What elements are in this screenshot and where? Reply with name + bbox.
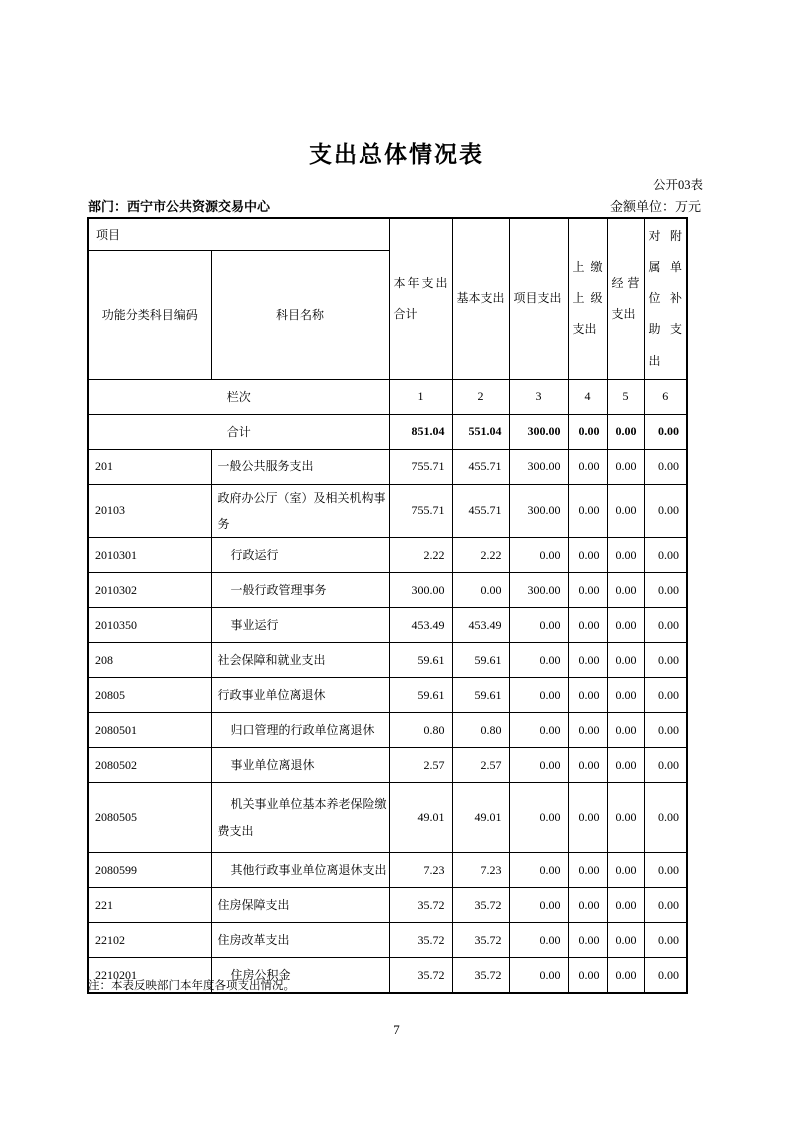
value-cell: 0.00	[607, 783, 644, 853]
value-cell: 0.00	[644, 923, 687, 958]
value-cell: 35.72	[452, 958, 509, 993]
lanci-value: 2	[452, 379, 509, 414]
value-cell: 300.00	[509, 484, 568, 538]
value-cell: 0.00	[644, 573, 687, 608]
value-cell: 0.00	[568, 958, 607, 993]
value-cell: 0.80	[389, 713, 452, 748]
value-cell: 0.00	[568, 449, 607, 484]
value-cell: 0.00	[607, 538, 644, 573]
name-cell: 政府办公厅（室）及相关机构事务	[211, 484, 389, 538]
code-cell: 22102	[88, 923, 211, 958]
header-row-project	[88, 218, 687, 250]
name-cell: 行政运行	[211, 538, 389, 573]
header-col-operating-expenditure: 经营支出	[607, 218, 644, 379]
value-cell: 35.72	[389, 888, 452, 923]
value-cell: 0.00	[568, 608, 607, 643]
table-row	[88, 923, 687, 958]
table-row	[88, 643, 687, 678]
table-row	[88, 449, 687, 484]
value-cell: 0.00	[644, 484, 687, 538]
value-cell: 0.00	[509, 748, 568, 783]
lanci-value: 5	[607, 379, 644, 414]
value-cell: 0.00	[568, 643, 607, 678]
name-cell: 住房保障支出	[211, 888, 389, 923]
value-cell: 0.00	[509, 923, 568, 958]
value-cell: 755.71	[389, 484, 452, 538]
value-cell: 300.00	[509, 573, 568, 608]
value-cell: 0.00	[568, 573, 607, 608]
value-cell: 0.00	[607, 573, 644, 608]
value-cell: 0.00	[568, 678, 607, 713]
value-cell: 2.57	[452, 748, 509, 783]
value-cell: 0.00	[607, 608, 644, 643]
code-cell: 2210201	[88, 958, 211, 993]
value-cell: 300.00	[509, 449, 568, 484]
name-cell: 归口管理的行政单位离退休	[211, 713, 389, 748]
value-cell: 0.00	[568, 748, 607, 783]
total-value: 300.00	[509, 414, 568, 449]
table-row	[88, 783, 687, 853]
total-value: 551.04	[452, 414, 509, 449]
value-cell: 0.00	[568, 484, 607, 538]
value-cell: 35.72	[389, 923, 452, 958]
value-cell: 455.71	[452, 449, 509, 484]
value-cell: 7.23	[452, 853, 509, 888]
table-row	[88, 608, 687, 643]
value-cell: 300.00	[389, 573, 452, 608]
table-row	[88, 713, 687, 748]
value-cell: 0.00	[509, 643, 568, 678]
value-cell: 0.00	[644, 538, 687, 573]
code-cell: 2080502	[88, 748, 211, 783]
value-cell: 0.00	[644, 713, 687, 748]
name-cell: 事业单位离退休	[211, 748, 389, 783]
value-cell: 35.72	[452, 888, 509, 923]
header-col-upper-level-payment: 上缴上级支出	[568, 218, 607, 379]
value-cell: 0.00	[509, 783, 568, 853]
value-cell: 0.00	[607, 449, 644, 484]
value-cell: 59.61	[452, 643, 509, 678]
value-cell: 49.01	[389, 783, 452, 853]
code-cell: 2080501	[88, 713, 211, 748]
name-cell: 社会保障和就业支出	[211, 643, 389, 678]
value-cell: 35.72	[389, 958, 452, 993]
value-cell: 0.00	[607, 888, 644, 923]
total-value: 851.04	[389, 414, 452, 449]
table-row	[88, 484, 687, 538]
code-cell: 221	[88, 888, 211, 923]
name-cell: 事业运行	[211, 608, 389, 643]
table-row	[88, 573, 687, 608]
code-cell: 20805	[88, 678, 211, 713]
value-cell: 755.71	[389, 449, 452, 484]
value-cell: 0.00	[568, 538, 607, 573]
value-cell: 0.00	[607, 853, 644, 888]
value-cell: 0.00	[644, 958, 687, 993]
lanci-value: 1	[389, 379, 452, 414]
value-cell: 0.00	[568, 888, 607, 923]
header-col-affiliated-subsidy: 对附属单位补助支出	[644, 218, 687, 379]
table-row	[88, 678, 687, 713]
code-cell: 2010302	[88, 573, 211, 608]
value-cell: 0.00	[607, 643, 644, 678]
value-cell: 59.61	[389, 643, 452, 678]
expenditure-table	[87, 217, 688, 994]
value-cell: 0.00	[607, 923, 644, 958]
lanci-value: 3	[509, 379, 568, 414]
name-cell: 一般行政管理事务	[211, 573, 389, 608]
value-cell: 0.00	[644, 783, 687, 853]
total-value: 0.00	[644, 414, 687, 449]
header-project: 项目	[88, 218, 389, 250]
value-cell: 2.57	[389, 748, 452, 783]
value-cell: 49.01	[452, 783, 509, 853]
value-cell: 0.00	[644, 853, 687, 888]
header-subject-name-column: 科目名称	[211, 250, 389, 379]
code-cell: 201	[88, 449, 211, 484]
lanci-value: 6	[644, 379, 687, 414]
value-cell: 59.61	[452, 678, 509, 713]
value-cell: 0.00	[644, 449, 687, 484]
name-cell: 住房公积金	[211, 958, 389, 993]
amount-unit-label: 金额单位：万元	[609, 199, 701, 214]
value-cell: 453.49	[452, 608, 509, 643]
lanci-value: 4	[568, 379, 607, 414]
value-cell: 0.00	[509, 678, 568, 713]
name-cell: 行政事业单位离退休	[211, 678, 389, 713]
table-row	[88, 538, 687, 573]
page-title: 支出总体情况表	[309, 142, 484, 167]
value-cell: 0.00	[607, 484, 644, 538]
value-cell: 0.00	[607, 958, 644, 993]
value-cell: 0.00	[607, 678, 644, 713]
code-cell: 2010350	[88, 608, 211, 643]
code-cell: 208	[88, 643, 211, 678]
value-cell: 35.72	[452, 923, 509, 958]
value-cell: 0.00	[607, 748, 644, 783]
value-cell: 2.22	[452, 538, 509, 573]
value-cell: 0.00	[509, 853, 568, 888]
value-cell: 0.00	[509, 538, 568, 573]
total-value: 0.00	[607, 414, 644, 449]
table-row	[88, 748, 687, 783]
value-cell: 0.00	[509, 713, 568, 748]
code-cell: 2010301	[88, 538, 211, 573]
code-cell: 20103	[88, 484, 211, 538]
value-cell: 0.00	[568, 923, 607, 958]
value-cell: 0.00	[607, 713, 644, 748]
value-cell: 2.22	[389, 538, 452, 573]
name-cell: 其他行政事业单位离退休支出	[211, 853, 389, 888]
value-cell: 0.00	[452, 573, 509, 608]
value-cell: 0.00	[568, 853, 607, 888]
table-note: 注：本表反映部门本年度各项支出情况。	[88, 980, 295, 992]
value-cell: 455.71	[452, 484, 509, 538]
name-cell: 机关事业单位基本养老保险缴费支出	[211, 783, 389, 853]
page-number: 7	[393, 1022, 400, 1037]
total-label: 合计	[88, 414, 389, 449]
code-cell: 2080599	[88, 853, 211, 888]
value-cell: 0.00	[644, 748, 687, 783]
value-cell: 0.00	[509, 958, 568, 993]
value-cell: 0.00	[509, 888, 568, 923]
lanci-row	[88, 379, 687, 414]
code-cell: 2080505	[88, 783, 211, 853]
total-row	[88, 414, 687, 449]
total-value: 0.00	[568, 414, 607, 449]
value-cell: 0.00	[568, 783, 607, 853]
value-cell: 453.49	[389, 608, 452, 643]
value-cell: 7.23	[389, 853, 452, 888]
name-cell: 一般公共服务支出	[211, 449, 389, 484]
table-row	[88, 888, 687, 923]
name-cell: 住房改革支出	[211, 923, 389, 958]
header-col-basic-expenditure: 基本支出	[452, 218, 509, 379]
header-col-annual-total: 本年支出合计	[389, 218, 452, 379]
value-cell: 59.61	[389, 678, 452, 713]
lanci-label: 栏次	[88, 379, 389, 414]
header-code-column: 功能分类科目编码	[88, 250, 211, 379]
value-cell: 0.00	[644, 643, 687, 678]
value-cell: 0.00	[509, 608, 568, 643]
value-cell: 0.00	[568, 713, 607, 748]
header-col-project-expenditure: 项目支出	[509, 218, 568, 379]
value-cell: 0.00	[644, 678, 687, 713]
table-row	[88, 853, 687, 888]
table-code-label: 公开03表	[652, 178, 703, 192]
value-cell: 0.80	[452, 713, 509, 748]
value-cell: 0.00	[644, 608, 687, 643]
department-label: 部门：西宁市公共资源交易中心	[88, 199, 271, 214]
value-cell: 0.00	[644, 888, 687, 923]
